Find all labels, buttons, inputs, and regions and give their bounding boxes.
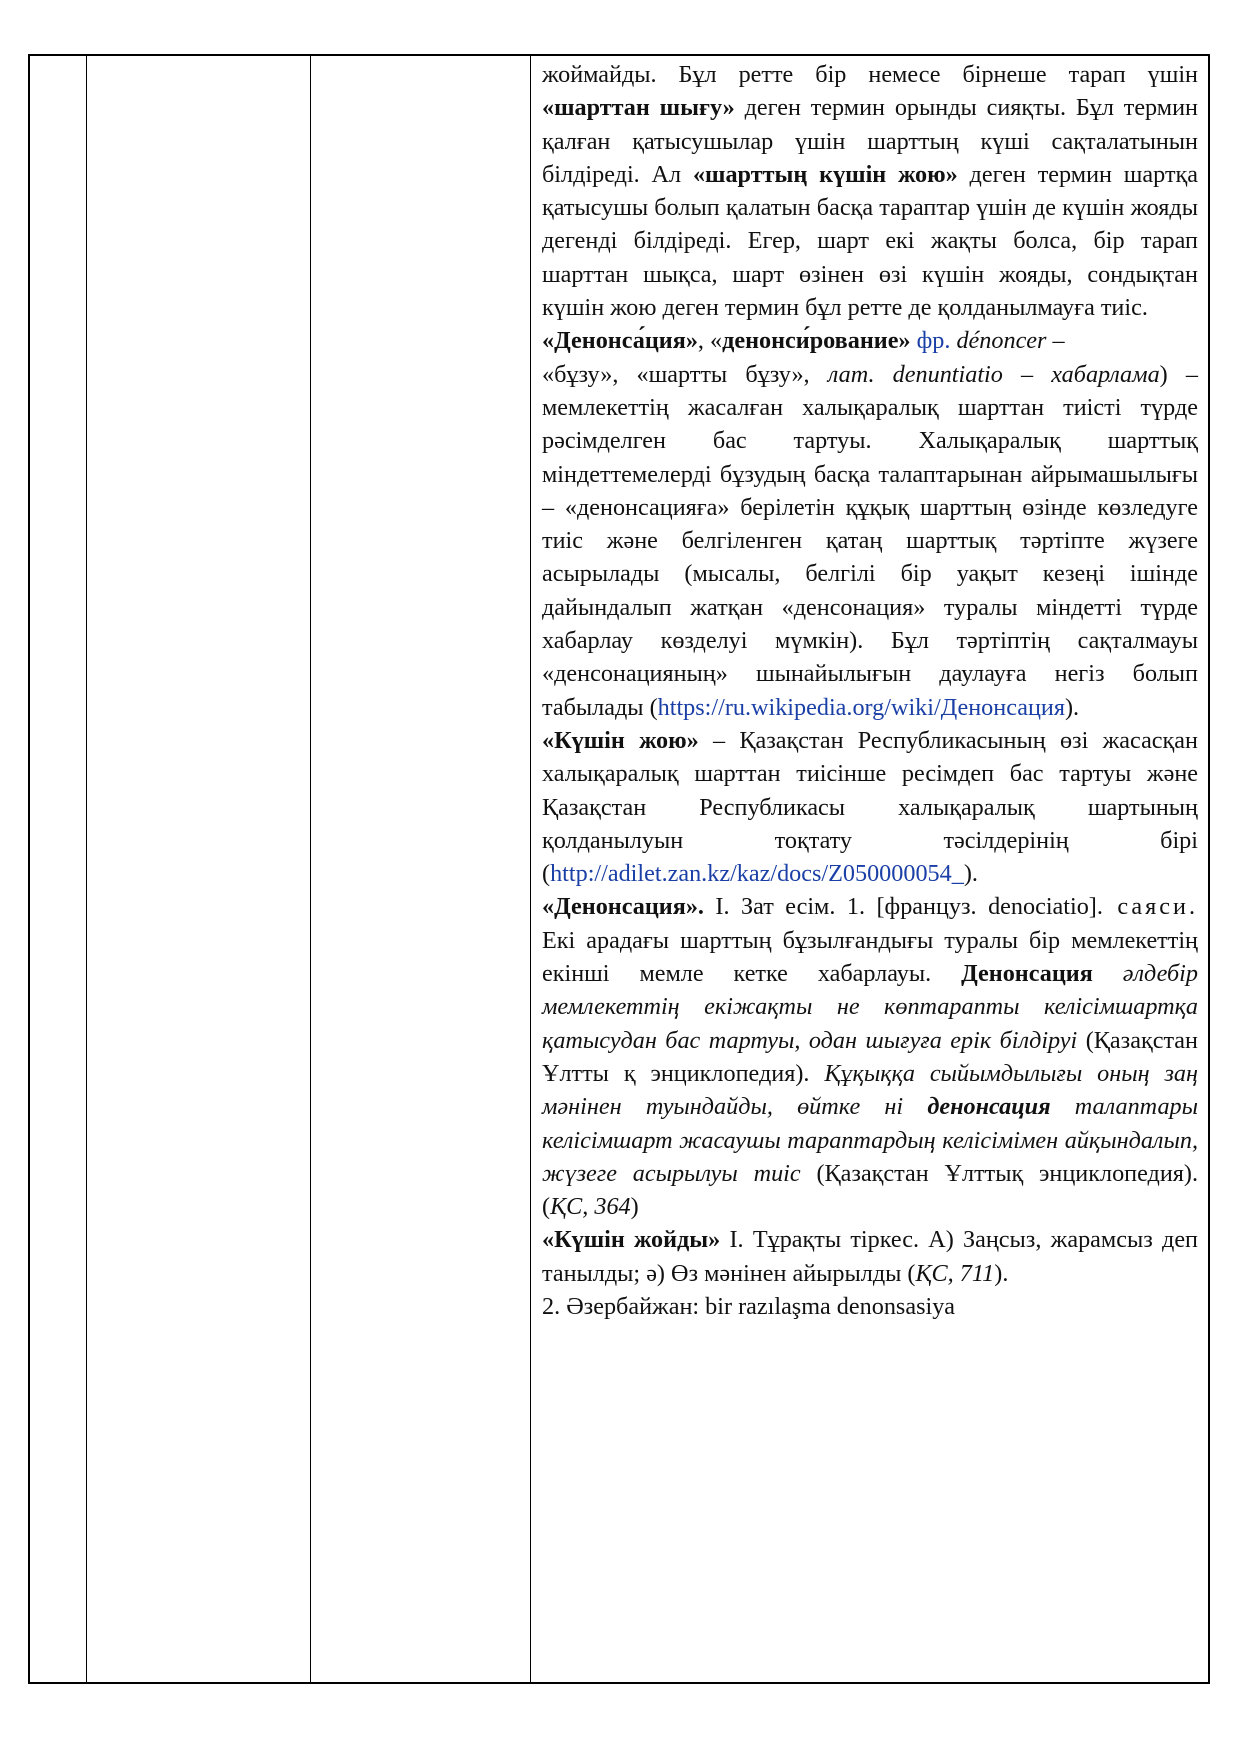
- term-bold: «Күшін жойды»: [542, 1226, 721, 1254]
- text: (Қазақстан Ұлттық энциклопедия). (: [542, 1159, 1198, 1221]
- term-bold: «Күшін жою»: [542, 726, 699, 754]
- table-column-term: [87, 56, 311, 1682]
- text: – Қазақстан Республикасының өзі жасасқан халықаралық шарттан тиісінше ресімдеп бас тартуы және Қазақстан Республикасы халықаралық шартының қолданылуын тоқтату тәсілдерінің бірі (: [542, 726, 1198, 888]
- table-column-translation: [311, 56, 531, 1682]
- text: ).: [1065, 693, 1080, 721]
- table-column-definition: [531, 56, 1208, 1682]
- text: ) – мемлекеттің жасалған халықаралық шарттан тиісті түрде рәсімделген бас тартуы. Халықаралық шарттық міндеттемелерді бұзудың басқа талаптарынан айрымашылығы – «денонсацияға» берілетін құқық шарттың өзінде көзледуге тиіс және белгіленген қатаң шарттық тәртіпте жүзеге асырылады (мысалы, белгілі бір уақыт кезеңі ішінде дайындалып жатқан «денсонация» туралы міндетті түрде хабарлау көзделуі мүмкін). Бұл тәртіптің сақталмауы «денсонацияның» шынайылығын даулауға негіз болып табылады (: [542, 360, 1198, 721]
- text: (Қазақстан Ұлтты қ энциклопедия).: [542, 1026, 1198, 1087]
- term-bold: «шарттың күшін жою»: [692, 160, 958, 188]
- text: ).: [963, 860, 978, 888]
- paragraph-denunciation-wiki-cont: [542, 358, 1198, 724]
- text: І. Тұрақты тіркес. А) Заңсыз, жарамсыз деп танылды; ә) Өз мәнінен айырылды (: [542, 1226, 1198, 1287]
- text: ).: [994, 1259, 1009, 1287]
- text: «бұзу», «шартты бұзу»,: [542, 360, 828, 388]
- source-reference: ҚС, 364: [550, 1193, 631, 1221]
- wikipedia-link[interactable]: https://ru.wikipedia.org/wiki/Денонсация: [657, 693, 1065, 721]
- text: ): [630, 1193, 639, 1221]
- term-bold: Денонсация: [961, 960, 1093, 988]
- term-bold: «Денонса́ция»: [542, 327, 698, 355]
- paragraph-denunciation-wiki: [542, 324, 1198, 357]
- term-bold-italic: денонсация: [927, 1093, 1051, 1121]
- text: Екі арадағы шарттың бұзылғандығы туралы бір мемлекеттің екінші мемле кетке хабарлауы.: [542, 926, 1198, 988]
- paragraph-termination-terms: [542, 58, 1198, 324]
- text-italic: Құқыққа сыйымдылығы оның заң мәнінен туындайды, өйтке ні: [542, 1059, 1198, 1121]
- text-italic: лат. denuntiatio – хабарлама: [827, 360, 1160, 388]
- text-italic: талаптары келісімшарт жасаушы тараптардың келісімімен айқындалып, жүзеге асырылуы тиіс: [542, 1093, 1199, 1187]
- text: , «: [697, 327, 723, 355]
- text-italic: dénoncer –: [956, 327, 1065, 355]
- text-spaced: саяси.: [1102, 893, 1199, 921]
- paragraph-kushin-zhoydy: [542, 1223, 1198, 1290]
- paragraph-kushin-zhoyu: [542, 724, 1198, 890]
- document-table: [28, 54, 1210, 1684]
- term-bold: денонси́рование»: [722, 327, 911, 355]
- text: І. Зат есім. 1. [француз. denociatio].: [703, 893, 1103, 921]
- text: жоймайды. Бұл ретте бір немесе бірнеше тарап үшін: [542, 61, 1198, 88]
- term-bold: «Денонсация».: [542, 893, 704, 921]
- text: 2. Әзербайжан: bir razılaşma denonsasiya: [542, 1292, 956, 1320]
- text-italic: әлдебір мемлекеттің екіжақты не көптарапты келісімшартқа қатысудан бас тартуы, одан шығуға ерік білдіруі: [542, 960, 1198, 1054]
- text: деген термин шартқа қатысушы болып қалатын басқа тараптар үшін де күшін жояды дегенді білдіреді. Егер, шарт екі жақты болса, бір тарап шарттан шықса, шарт өзінен өзі күшін жояды, сондықтан күшін жою деген термин бұл ретте де қолданылмауға тиіс.: [542, 160, 1198, 322]
- adilet-link[interactable]: http://adilet.zan.kz/kaz/docs/Z050000054_: [550, 860, 964, 888]
- term-bold: «шарттан шығу»: [542, 94, 735, 122]
- language-abbrev: фр.: [916, 327, 951, 355]
- paragraph-denunciation-dictionary: [542, 890, 1198, 1223]
- text: деген термин орынды сияқты. Бұл термин қалған қатысушылар үшін шарттың күші сақталатынын білдіреді. Ал: [542, 94, 1198, 188]
- table-column-number: [30, 56, 87, 1682]
- paragraph-azerbaijani: [542, 1290, 1198, 1323]
- source-reference: ҚС, 711: [915, 1259, 995, 1287]
